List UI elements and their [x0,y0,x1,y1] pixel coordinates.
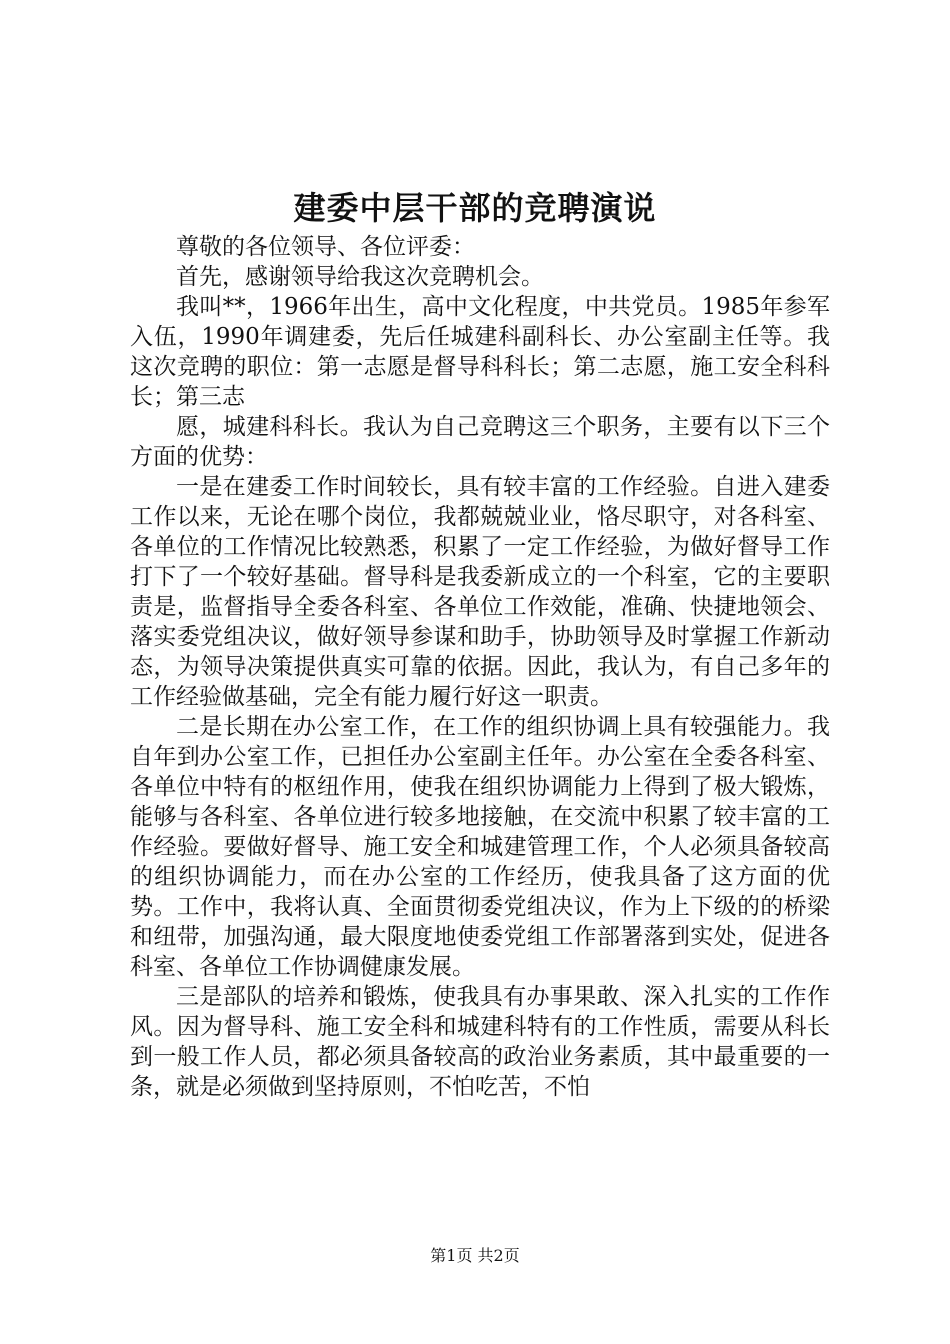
page-footer: 第1页 共2页 [430,1246,520,1265]
paragraph-advantage-one: 一是在建委工作时间较长，具有较丰富的工作经验。自进入建委工作以来，无论在哪个岗位，我都兢兢业业，恪尽职守，对各科室、各单位的工作情况比较熟悉，积累了一定工作经验，为做好督导工作打下了一个较好基础。督导科是我委新成立的一个科室，它的主要职责是，监督指导全委各科室、各单位工作效能，准确、快捷地领会、落实委党组决议，做好领导参谋和助手，协助领导及时掌握工作新动态，为领导决策提供真实可靠的依据。因此，我认为，有自己多年的工作经验做基础，完全有能力履行好这一职责。 [130,474,830,710]
paragraph-thanks: 首先，感谢领导给我这次竞聘机会。 [176,264,544,290]
document-title: 建委中层干部的竞聘演说 [293,189,657,227]
paragraph-advantage-two: 二是长期在办公室工作，在工作的组织协调上具有较强能力。我自年到办公室工作，已担任办公室副主任年。办公室在全委各科室、各单位中特有的枢纽作用，使我在组织协调能力上得到了极大锻炼，能够与各科室、各单位进行较多地接触，在交流中积累了较丰富的工作经验。要做好督导、施工安全和城建管理工作，个人必须具备较高的组织协调能力，而在办公室的工作经历，使我具备了这方面的优势。工作中，我将认真、全面贯彻委党组决议，作为上下级的的桥梁和纽带，加强沟通，最大限度地使委党组工作部署落到实处，促进各科室、各单位工作协调健康发展。 [130,714,830,980]
salutation: 尊敬的各位领导、各位评委： [176,234,475,260]
paragraph-advantage-three: 三是部队的培养和锻炼，使我具有办事果敢、深入扎实的工作作风。因为督导科、施工安全科和城建科特有的工作性质，需要从科长到一般工作人员，都必须具备较高的政治业务素质，其中最重要的一条，就是必须做到坚持原则，不怕吃苦，不怕 [130,984,830,1100]
document-body [130,232,830,1102]
paragraph-intro-continued: 愿，城建科科长。我认为自己竞聘这三个职务，主要有以下三个方面的优势： [130,414,830,470]
paragraph-intro: 我叫**，1966年出生，高中文化程度，中共党员。1985年参军入伍，1990年调建委，先后任城建科副科长、办公室副主任等。我这次竞聘的职位：第一志愿是督导科科长；第二志愿，施工安全科科长；第三志 [130,294,830,410]
